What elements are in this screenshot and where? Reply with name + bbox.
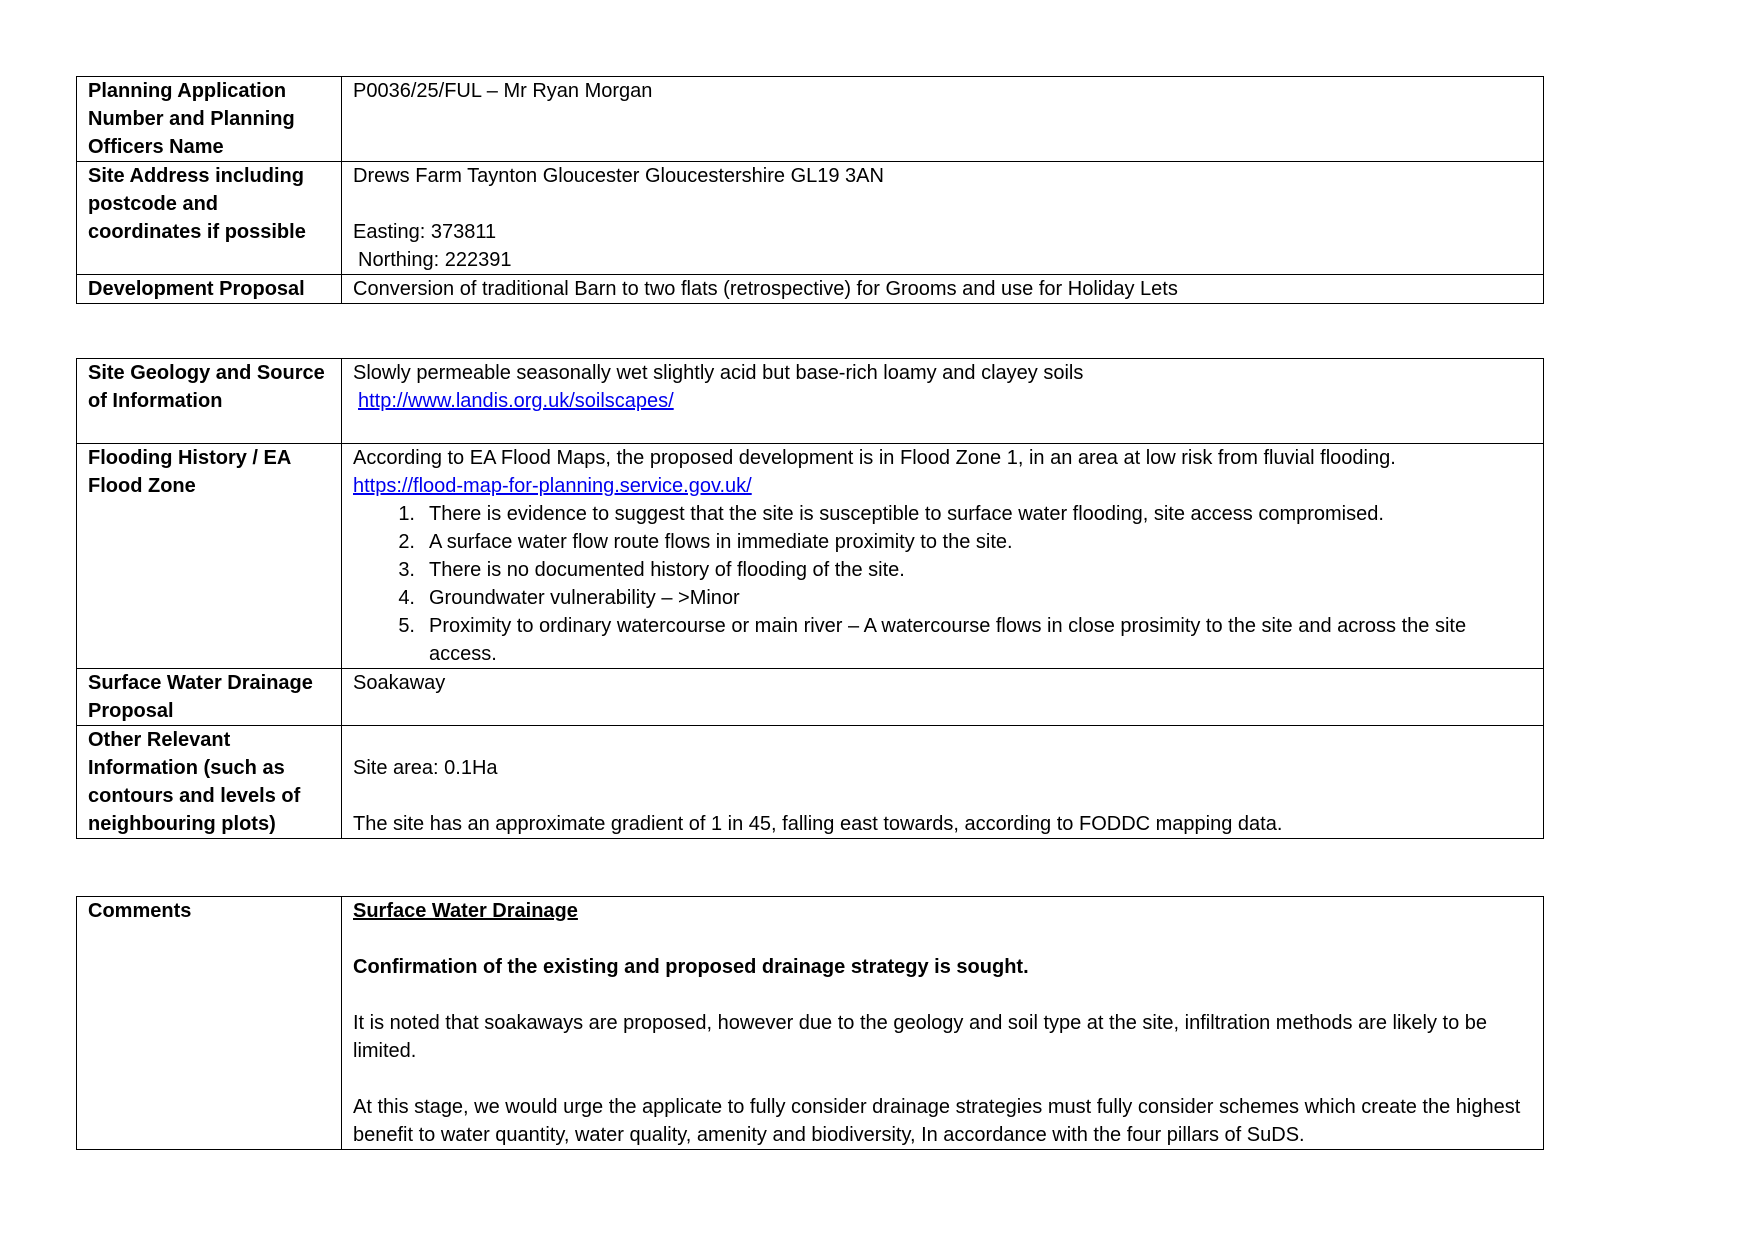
comments-label: Comments bbox=[77, 897, 342, 1150]
table-row bbox=[77, 897, 1544, 1150]
gradient-text: The site has an approximate gradient of 1 in 45, falling east towards, according to FODDC mapping data. bbox=[353, 813, 1283, 835]
list-item-number: 5. bbox=[398, 615, 415, 637]
easting-text: Easting: 373811 bbox=[353, 221, 497, 243]
other-information-label: Other Relevant Information (such as contours and levels of neighbouring plots) bbox=[77, 726, 342, 839]
application-number-text: P0036/25/FUL – Mr Ryan Morgan bbox=[353, 80, 653, 102]
site-information-table bbox=[76, 358, 1544, 839]
list-item-text: Groundwater vulnerability – >Minor bbox=[429, 587, 740, 609]
flood-map-link[interactable]: https://flood-map-for-planning.service.gov.uk/ bbox=[353, 475, 752, 497]
table-row bbox=[77, 162, 1544, 275]
table-row bbox=[77, 669, 1544, 726]
list-item bbox=[353, 528, 1532, 556]
list-item-text: A surface water flow route flows in immediate proximity to the site. bbox=[429, 531, 1013, 553]
geology-value bbox=[342, 359, 1544, 444]
comment-paragraph-2: At this stage, we would urge the applicate to fully consider drainage strategies must fully consider schemes which create the highest benefit to water quantity, water quality, amenity and biodiversity, In accordance with the four pillars of SuDS. bbox=[353, 1096, 1521, 1146]
list-item-number: 3. bbox=[398, 559, 415, 581]
comment-paragraph-1: It is noted that soakaways are proposed, however due to the geology and soil type at the site, infiltration methods are likely to be limited. bbox=[353, 1012, 1488, 1062]
list-item-number: 4. bbox=[398, 587, 415, 609]
list-item-text: There is no documented history of flooding of the site. bbox=[429, 559, 905, 581]
list-item bbox=[353, 556, 1532, 584]
list-item-number: 2. bbox=[398, 531, 415, 553]
drainage-proposal-label: Surface Water Drainage Proposal bbox=[77, 669, 342, 726]
application-number-value bbox=[342, 77, 1544, 162]
comments-table bbox=[76, 896, 1544, 1150]
list-item bbox=[353, 612, 1532, 668]
geology-label: Site Geology and Source of Information bbox=[77, 359, 342, 444]
site-address-value bbox=[342, 162, 1544, 275]
table-row bbox=[77, 444, 1544, 669]
development-proposal-value: Conversion of traditional Barn to two flats (retrospective) for Grooms and use for Holiday Lets bbox=[342, 275, 1544, 304]
drainage-proposal-value: Soakaway bbox=[342, 669, 1544, 726]
table-row bbox=[77, 359, 1544, 444]
list-item bbox=[353, 584, 1532, 612]
table-row bbox=[77, 77, 1544, 162]
table-row bbox=[77, 275, 1544, 304]
list-item-text: There is evidence to suggest that the site is susceptible to surface water flooding, site access compromised. bbox=[429, 503, 1384, 525]
flooding-intro-text: According to EA Flood Maps, the proposed development is in Flood Zone 1, in an area at low risk from fluvial flooding. bbox=[353, 447, 1396, 469]
geology-text: Slowly permeable seasonally wet slightly acid but base-rich loamy and clayey soils bbox=[353, 362, 1084, 384]
development-proposal-label: Development Proposal bbox=[77, 275, 342, 304]
flooding-value bbox=[342, 444, 1544, 669]
soilscapes-link[interactable]: http://www.landis.org.uk/soilscapes/ bbox=[358, 390, 674, 412]
confirmation-text: Confirmation of the existing and proposed drainage strategy is sought. bbox=[353, 956, 1029, 978]
application-number-label: Planning Application Number and Planning Officers Name bbox=[77, 77, 342, 162]
application-details-table bbox=[76, 76, 1544, 304]
list-item-text: Proximity to ordinary watercourse or main river – A watercourse flows in close prosimity to the site and across the site access. bbox=[429, 615, 1467, 665]
comments-value bbox=[342, 897, 1544, 1150]
flooding-label: Flooding History / EA Flood Zone bbox=[77, 444, 342, 669]
list-item bbox=[353, 500, 1532, 528]
list-item-number: 1. bbox=[398, 503, 415, 525]
other-information-value bbox=[342, 726, 1544, 839]
site-address-label: Site Address including postcode and coordinates if possible bbox=[77, 162, 342, 275]
northing-text: Northing: 222391 bbox=[358, 249, 512, 271]
site-address-text: Drews Farm Taynton Gloucester Gloucestershire GL19 3AN bbox=[353, 165, 884, 187]
comments-heading: Surface Water Drainage bbox=[353, 900, 578, 922]
flooding-points-list bbox=[353, 500, 1532, 668]
site-area-text: Site area: 0.1Ha bbox=[353, 757, 498, 779]
table-row bbox=[77, 726, 1544, 839]
